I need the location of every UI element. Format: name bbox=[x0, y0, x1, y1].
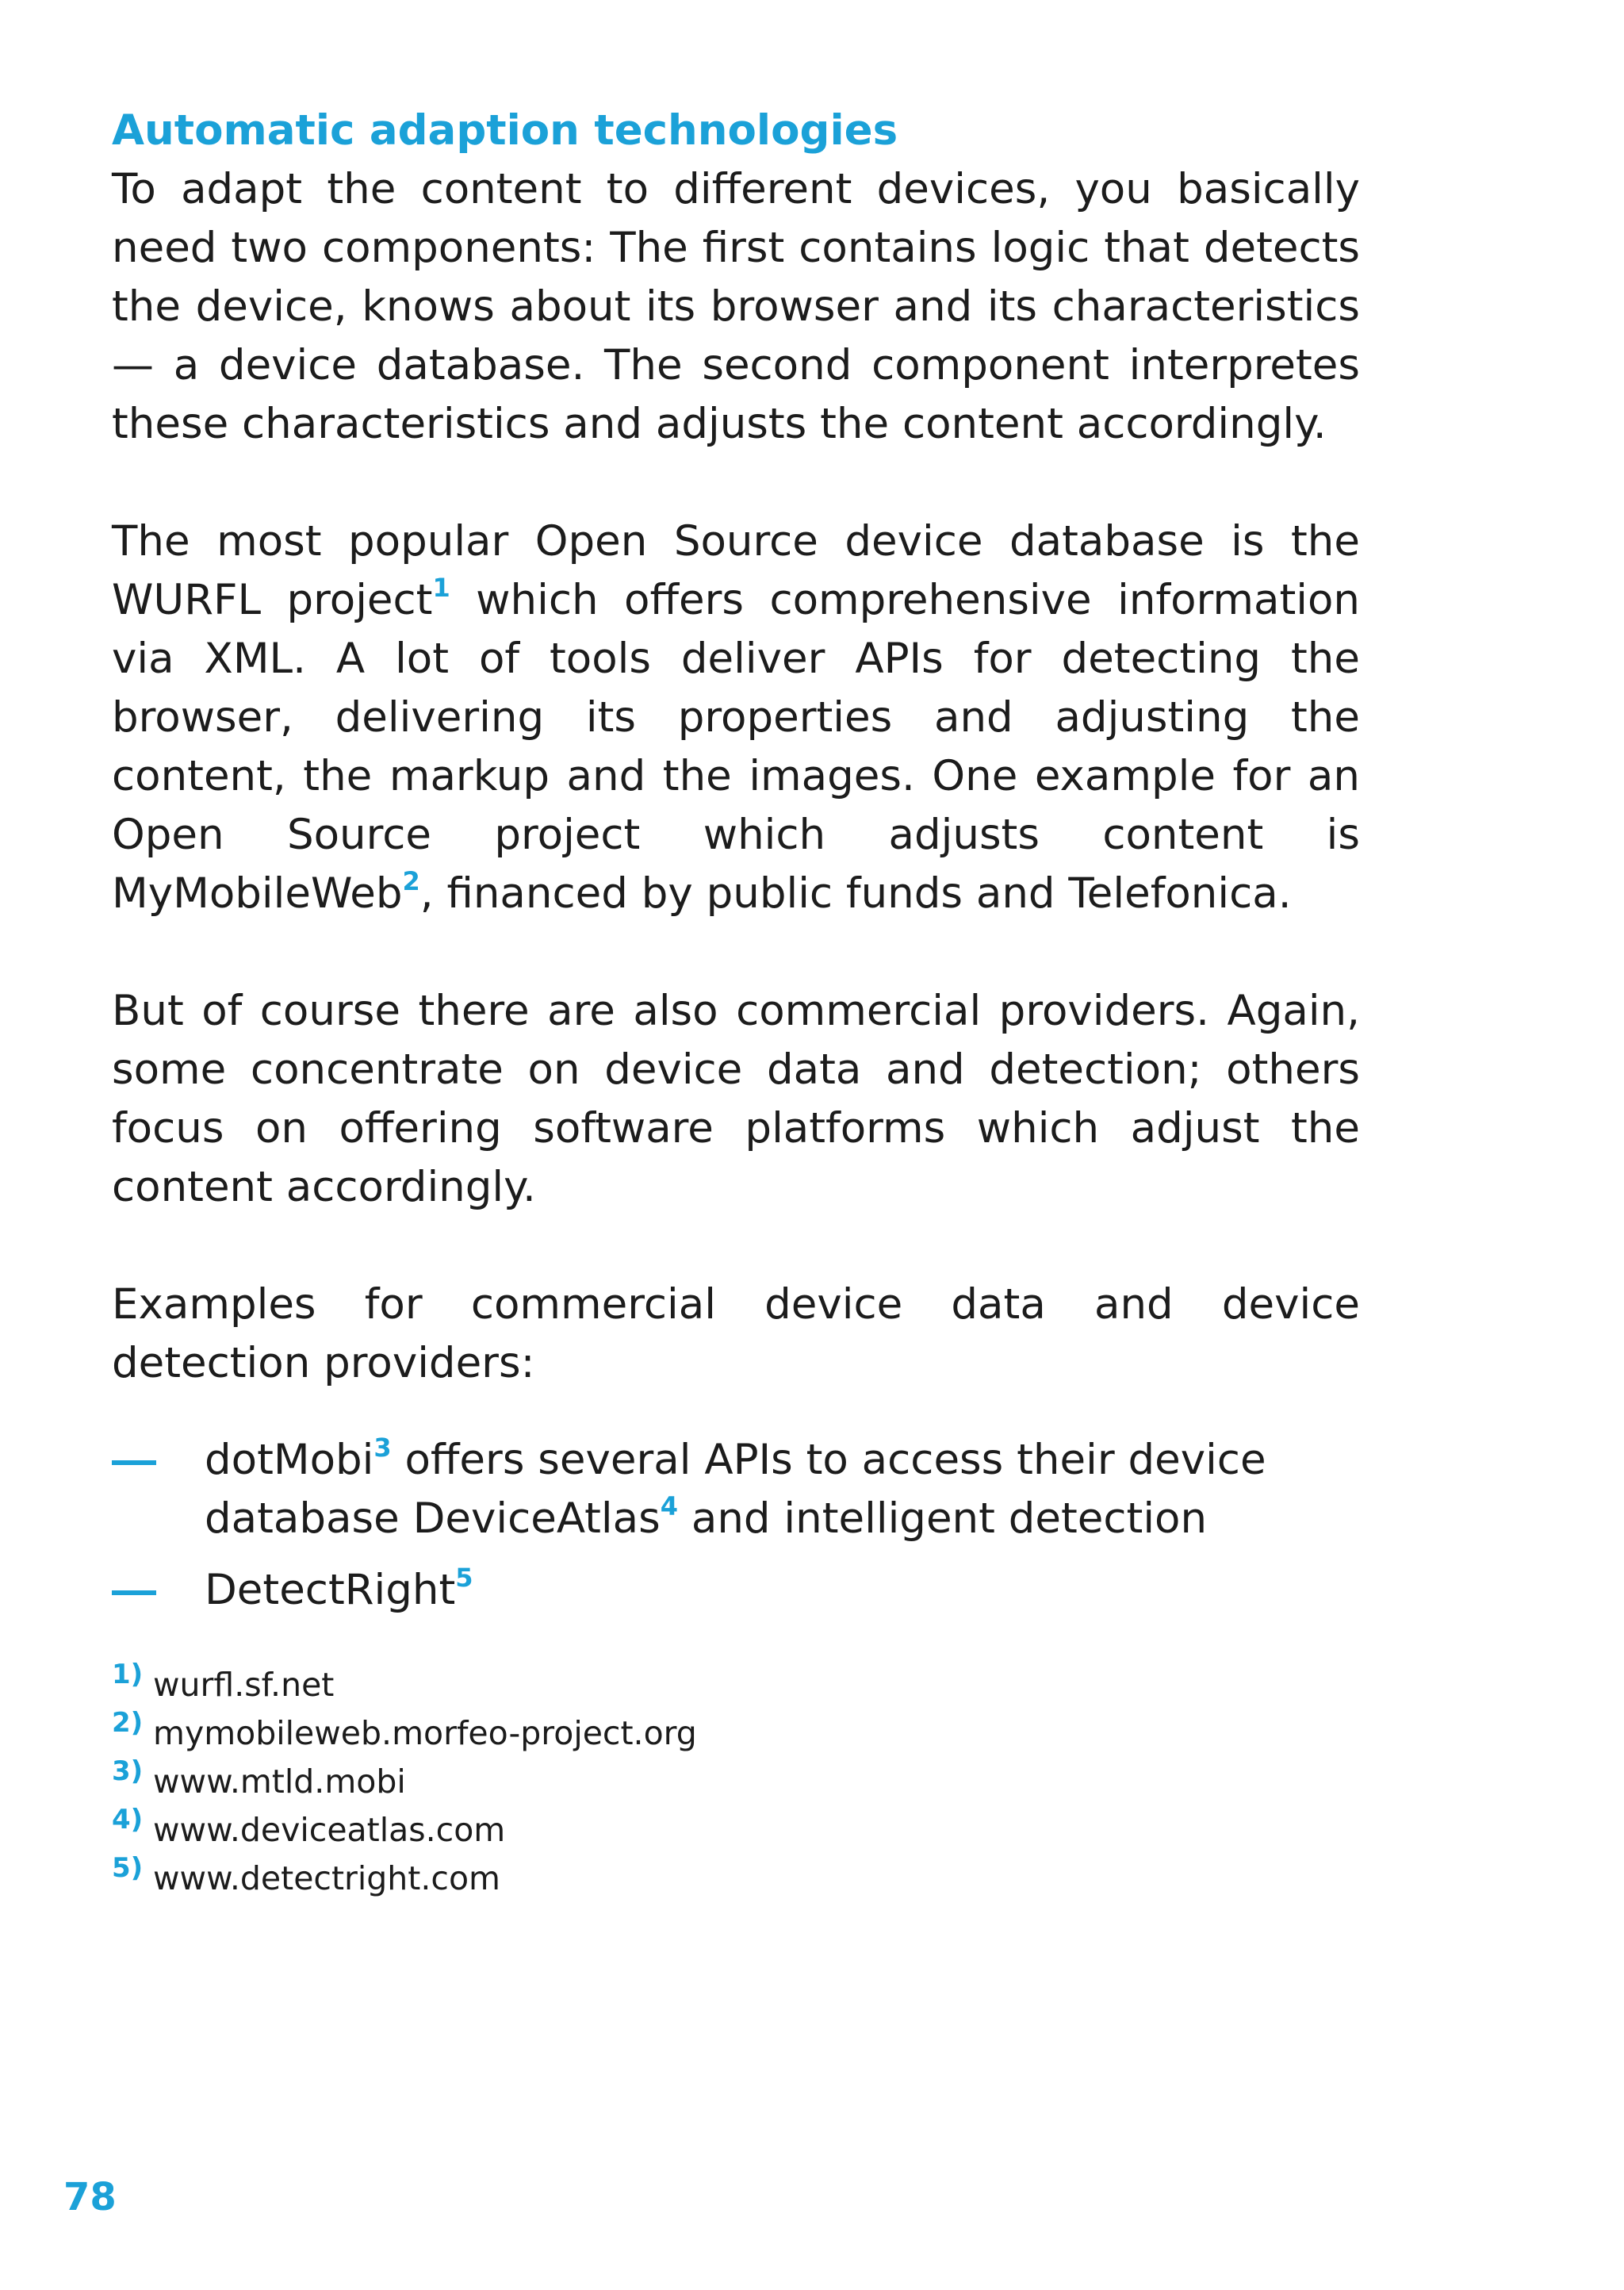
footnote-number: 4) bbox=[112, 1804, 144, 1835]
footnote-ref: 1 bbox=[432, 573, 450, 603]
footnote-link[interactable]: wurfl.sf.net bbox=[153, 1666, 335, 1704]
list-item-text: offers several APIs to access their device database DeviceAtlas bbox=[205, 1436, 1266, 1543]
paragraph-open-source bbox=[112, 512, 1360, 923]
footnote-number: 1) bbox=[112, 1659, 144, 1690]
footnote-ref: 4 bbox=[660, 1491, 679, 1521]
footnote-item bbox=[112, 1755, 1360, 1806]
footnote-ref: 3 bbox=[373, 1433, 392, 1463]
page-content bbox=[112, 102, 1360, 1903]
section-heading: Automatic adaption technologies bbox=[112, 106, 898, 155]
paragraph-intro: To adapt the content to different devices, you basically need two components: The first contains logic that detects the device, knows about its browser and its characteristics — a device database. The second component interpretes these characteristics and adjusts the content accordingly. bbox=[112, 165, 1360, 448]
paragraph-examples: Examples for commercial device data and device detection providers: bbox=[112, 1280, 1360, 1387]
paragraph-text: , financed by public funds and Telefonica. bbox=[419, 869, 1292, 918]
provider-list bbox=[112, 1431, 1360, 1620]
list-item-text: dotMobi bbox=[205, 1436, 374, 1484]
page-number: 78 bbox=[63, 2175, 117, 2219]
footnotes bbox=[112, 1661, 1360, 1903]
footnote-item bbox=[112, 1852, 1360, 1903]
paragraph-text: The most popular Open Source device database is the WURFL project bbox=[112, 517, 1360, 624]
footnote-number: 2) bbox=[112, 1707, 144, 1739]
paragraph-commercial: But of course there are also commercial providers. Again, some concentrate on device data and detection; others focus on offering software platforms which adjust the content accordingly. bbox=[112, 987, 1360, 1211]
footnote-number: 3) bbox=[112, 1755, 144, 1787]
dash-bullet-icon bbox=[112, 1590, 156, 1595]
list-item-text: and intelligent detection bbox=[678, 1494, 1208, 1543]
footnote-link[interactable]: www.detectright.com bbox=[153, 1859, 500, 1897]
footnote-item bbox=[112, 1661, 1360, 1709]
footnote-item bbox=[112, 1709, 1360, 1758]
footnote-item bbox=[112, 1806, 1360, 1855]
footnote-link[interactable]: mymobileweb.morfeo-project.org bbox=[153, 1714, 697, 1752]
list-item bbox=[112, 1431, 1360, 1548]
footnote-ref: 2 bbox=[402, 866, 420, 896]
list-item-text: DetectRight bbox=[205, 1566, 456, 1614]
list-item bbox=[112, 1561, 1360, 1620]
footnote-number: 5) bbox=[112, 1852, 144, 1884]
dash-bullet-icon bbox=[112, 1460, 156, 1465]
footnote-link[interactable]: www.mtld.mobi bbox=[153, 1763, 406, 1801]
footnote-ref: 5 bbox=[455, 1563, 473, 1593]
paragraph-text: which offers comprehensive information via XML. A lot of tools deliver APIs for detecting the browser, delivering its properties and adjusting the content, the markup and the images. One example for an Open Source project which adjusts content is MyMobileWeb bbox=[112, 576, 1360, 918]
footnote-link[interactable]: www.deviceatlas.com bbox=[153, 1811, 506, 1849]
